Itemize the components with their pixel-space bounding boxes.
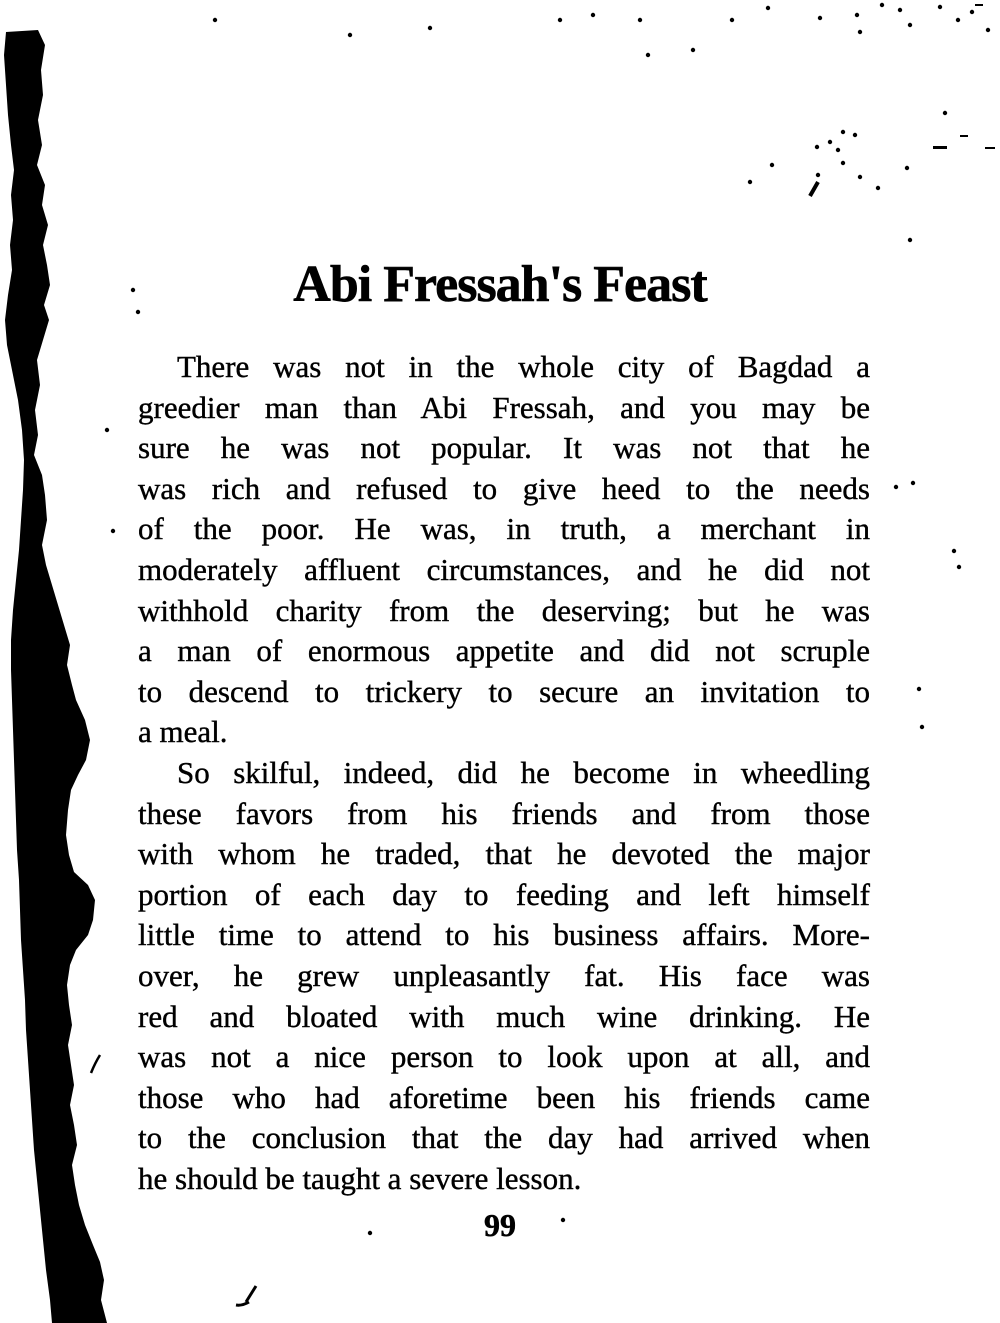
slash-mark-left-margin	[91, 1055, 100, 1073]
text-line: to the conclusion that the day had arrived when	[138, 1120, 870, 1156]
text-line: red and bloated with much wine drinking. He	[138, 998, 870, 1034]
text-line: a meal.	[138, 714, 228, 750]
text-line: was rich and refused to give heed to the needs	[138, 470, 870, 506]
text-line: over, he grew unpleasantly fat. His face was	[138, 957, 870, 993]
text-line: to descend to trickery to secure an invitation to	[138, 673, 870, 709]
text-line: was not a nice person to look upon at all, and	[138, 1039, 870, 1075]
text-line: these favors from his friends and from those	[138, 795, 870, 831]
text-line: There was not in the whole city of Bagdad a	[177, 349, 870, 384]
text-line: little time to attend to his business affairs. More-	[138, 917, 870, 953]
text-line: So skilful, indeed, did he become in wheedling	[177, 754, 870, 790]
paragraph	[138, 347, 870, 753]
page-number: 99	[484, 1207, 516, 1243]
text-line: portion of each day to feeding and left himself	[138, 876, 870, 912]
binding-shadow-left-edge	[4, 30, 107, 1323]
tick-mark-bottom-left	[236, 1286, 256, 1305]
text-line: he should be taught a severe lesson.	[138, 1160, 582, 1196]
paragraph	[138, 753, 870, 1200]
text-line: with whom he traded, that he devoted the major	[138, 836, 870, 872]
slash-mark-top-right	[810, 182, 818, 196]
text-line: moderately affluent circumstances, and he did not	[138, 551, 870, 587]
text-line: of the poor. He was, in truth, a merchant in	[138, 511, 870, 547]
text-line: withhold charity from the deserving; but he was	[138, 592, 870, 628]
page-title: Abi Fressah's Feast	[293, 256, 707, 313]
text-line: sure he was not popular. It was not that he	[138, 430, 870, 466]
text-block	[138, 347, 870, 1199]
text-line: those who had aforetime been his friends came	[138, 1079, 870, 1115]
text-line: a man of enormous appetite and did not scruple	[138, 633, 870, 669]
text-line: greedier man than Abi Fressah, and you may be	[138, 389, 870, 425]
ink-dashes	[933, 4, 995, 149]
